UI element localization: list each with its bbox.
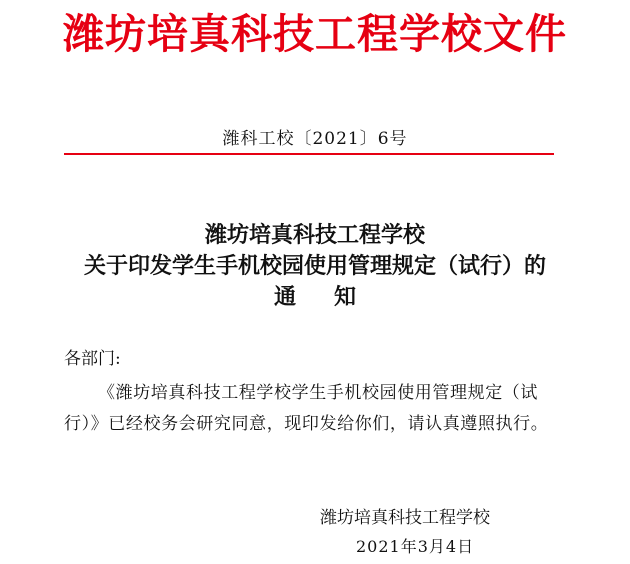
salutation: 各部门: bbox=[64, 349, 121, 369]
title-line-3: 通知 bbox=[273, 284, 394, 310]
document-header-title: 潍坊培真科技工程学校文件 bbox=[63, 10, 567, 58]
title-line-2: 关于印发学生手机校园使用管理规定（试行）的 bbox=[83, 253, 546, 279]
document-number: 潍科工校〔2021〕6号 bbox=[222, 129, 408, 149]
header-divider bbox=[64, 153, 554, 155]
signature: 潍坊培真科技工程学校 bbox=[320, 508, 490, 528]
body-paragraph: 《潍坊培真科技工程学校学生手机校园使用管理规定（试行）》已经校务会研究同意，现印发给你们，请认真遵照执行。 bbox=[64, 383, 549, 434]
notice-title bbox=[0, 220, 630, 313]
issue-date: 2021年3月4日 bbox=[356, 537, 475, 556]
title-line-1: 潍坊培真科技工程学校 bbox=[204, 222, 425, 248]
